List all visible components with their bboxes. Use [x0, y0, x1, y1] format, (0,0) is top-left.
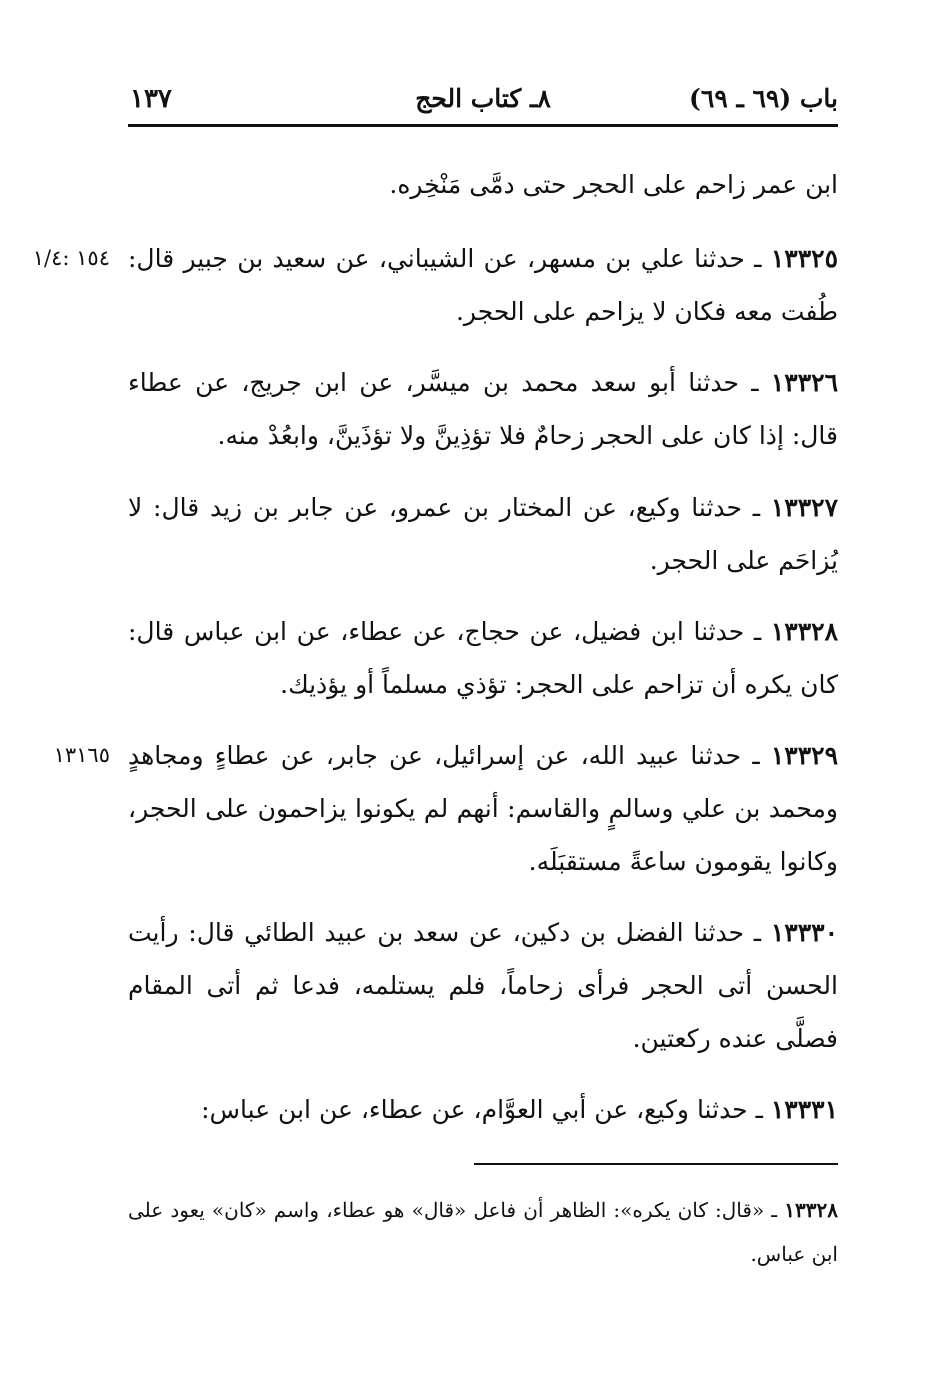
- footnote-rule: [474, 1163, 838, 1165]
- hadith-text: ـ حدثنا علي بن مسهر، عن الشيباني، عن سعيد بن جبير قال: طُفت معه فكان لا يزاحم على الحجر.: [128, 244, 838, 326]
- hadith-text: ـ حدثنا عبيد الله، عن إسرائيل، عن جابر، عن عطاءٍ ومجاهدٍ ومحمد بن علي وسالمٍ والقاسم: أنهم لم يكونوا يزاحمون على الحجر، وكانوا يقومون ساعةً مستقبَلَه.: [128, 741, 838, 876]
- hadith-13331: [128, 1083, 838, 1136]
- hadith-number: ١٣٣٢٩: [770, 741, 838, 770]
- page-number: ١٣٧: [130, 84, 172, 114]
- footnote: [128, 1188, 838, 1276]
- margin-reference: ١٥٤ :١/٤: [32, 246, 110, 270]
- hadith-13328: [128, 605, 838, 711]
- hadith-text: ـ حدثنا وكيع، عن أبي العوَّام، عن عطاء، عن ابن عباس:: [201, 1095, 771, 1124]
- hadith-number: ١٣٣٢٧: [770, 493, 838, 522]
- header-rule: [128, 124, 838, 127]
- hadith-number: ١٣٣٢٨: [770, 617, 838, 646]
- hadith-number: ١٣٣٢٥: [770, 244, 838, 273]
- hadith-text: ـ حدثنا الفضل بن دكين، عن سعد بن عبيد الطائي قال: رأيت الحسن أتى الحجر فرأى زحاماً، فلم يستلمه، فدعا ثم أتى المقام فصلَّى عنده ركعتين.: [128, 918, 838, 1053]
- book-title: ٨ـ كتاب الحج: [415, 84, 551, 113]
- hadith-text: ـ حدثنا أبو سعد محمد بن ميسَّر، عن ابن جريج، عن عطاء قال: إذا كان على الحجر زحامٌ فلا تؤذِينَّ ولا تؤذَينَّ، وابعُدْ منه.: [128, 368, 838, 450]
- hadith-13326: [128, 356, 838, 462]
- hadith-number: ١٣٣٢٦: [770, 368, 838, 397]
- hadith-number: ١٣٣٣٠: [770, 918, 838, 947]
- margin-reference: ١٣١٦٥: [53, 743, 110, 767]
- footnote-number: ١٣٣٢٨: [784, 1198, 838, 1222]
- hadith-13325: [128, 232, 838, 338]
- hadith-13327: [128, 481, 838, 587]
- hadith-text: ـ حدثنا ابن فضيل، عن حجاج، عن عطاء، عن ابن عباس قال: كان يكره أن تزاحم على الحجر: تؤذي مسلماً أو يؤذيك.: [128, 617, 838, 699]
- paragraph-text: ابن عمر زاحم على الحجر حتى دمَّى مَنْخِره.: [389, 170, 838, 199]
- hadith-13329: [128, 729, 838, 888]
- hadith-text: ـ حدثنا وكيع، عن المختار بن عمرو، عن جابر بن زيد قال: لا يُزاحَم على الحجر.: [128, 493, 838, 575]
- hadith-number: ١٣٣٣١: [770, 1095, 838, 1124]
- page-header: [128, 80, 838, 124]
- chapter-heading: باب (٦٩ ـ ٦٩): [689, 84, 838, 113]
- paragraph-continuation: [128, 158, 838, 211]
- footnote-text: ـ «قال: كان يكره»: الظاهر أن فاعل «قال» هو عطاء، واسم «كان» يعود على ابن عباس.: [128, 1198, 838, 1266]
- hadith-13330: [128, 906, 838, 1065]
